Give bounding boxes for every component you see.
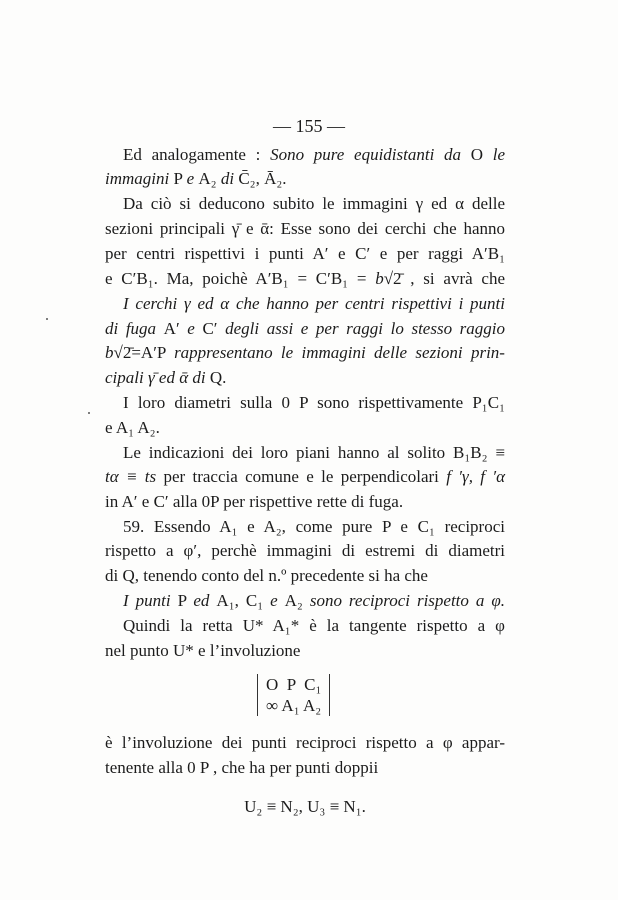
text-span: O [470, 145, 493, 164]
italic-text: e [186, 169, 199, 188]
italic-text: ed [193, 591, 217, 610]
italic-text: sono reciproci rispetto a φ. [309, 591, 506, 610]
text-line [105, 268, 505, 290]
text-line [105, 565, 505, 587]
italic-text: I punti [123, 591, 178, 610]
text-span: I loro diametri sulla 0 P sono rispettivamente P₁C₁ [123, 393, 505, 412]
italic-text: tα ≡ ts [105, 467, 157, 486]
text-span: sezioni principali γ̄ e ᾱ: Esse sono dei cerchi che hanno [105, 219, 505, 238]
text-line [105, 144, 505, 166]
text-span: rispetto a φ′, perchè immagini di estremi di diametri [105, 541, 505, 560]
text-span: P [173, 169, 187, 188]
italic-text: le [492, 145, 505, 164]
text-span: C′ [202, 319, 226, 338]
italic-text: di fuga [105, 319, 164, 338]
text-line [105, 757, 505, 779]
text-span: Da ciò si deducono subito le immagini γ ed α delle [123, 194, 505, 213]
text-span: 59. Essendo A₁ e A₂, come pure P e C₁ reciproci [123, 517, 505, 536]
text-line [105, 442, 505, 464]
text-line [105, 466, 505, 488]
text-span: √2̄ , si avrà che [383, 269, 506, 288]
text-line [105, 417, 505, 439]
text-line [105, 640, 505, 662]
text-span: e A₁ A₂. [105, 418, 160, 437]
text-span: Quindi la retta U* A₁* è la tangente rispetto a φ [123, 616, 505, 635]
text-line [105, 367, 505, 389]
text-span: Ed analogamente : [123, 145, 271, 164]
italic-text: b [105, 343, 114, 362]
italic-text: immagini [105, 169, 174, 188]
text-line [105, 193, 505, 215]
text-span: Q. [209, 368, 227, 387]
involution-matrix [257, 674, 330, 716]
text-line [105, 540, 505, 562]
text-line [105, 243, 505, 265]
text-span: C̄₂, Ā₂. [238, 169, 287, 188]
text-span: U₂ ≡ N₂, U₃ ≡ N₁. [244, 797, 366, 816]
text-span: tenente alla 0 P , che ha per punti doppii [105, 758, 379, 777]
text-line [105, 392, 505, 414]
text-span: in A′ e C′ alla 0P per rispettive rette di fuga. [105, 492, 404, 511]
italic-text: Sono pure equidistanti da [270, 145, 471, 164]
italic-text: rappresentano le immagini delle sezioni prin- [174, 343, 505, 362]
matrix-row-2: ∞ A₁ A₂ [266, 696, 322, 715]
matrix-row-1: O P C₁ [266, 675, 322, 694]
italic-text: di [220, 169, 239, 188]
scan-speck [46, 318, 48, 320]
text-span: √2̄=A′P [113, 343, 175, 362]
italic-text: cipali γ̄ ed ᾱ di [105, 368, 210, 387]
text-line [105, 218, 505, 240]
text-span: per traccia comune e le perpendicolari [156, 467, 447, 486]
text-span: A₂ [198, 169, 221, 188]
text-span: P [177, 591, 194, 610]
text-line [105, 732, 505, 754]
text-span: di Q, tenendo conto del n.º precedente si ha che [105, 566, 428, 585]
text-span: A₁, C₁ [216, 591, 271, 610]
text-line [105, 342, 505, 364]
italic-text: f ′γ, f ′α [446, 467, 505, 486]
italic-text: I cerchi γ ed α che hanno per centri rispettivi i punti [123, 294, 505, 313]
text-line [105, 615, 505, 637]
text-line [105, 293, 505, 315]
text-span: nel punto U* e l’involuzione [105, 641, 301, 660]
text-line [105, 796, 505, 818]
text-span: Le indicazioni dei loro piani hanno al solito B₁B₂ ≡ [123, 443, 505, 462]
text-line [105, 168, 505, 190]
page-number: — 155 — [273, 116, 345, 136]
italic-text: degli assi e per raggi lo stesso raggio [225, 319, 506, 338]
italic-text: e [270, 591, 285, 610]
text-span: e C′B₁. Ma, poichè A′B₁ = C′B₁ = [105, 269, 376, 288]
scan-speck [88, 412, 90, 414]
text-line [105, 318, 505, 340]
text-line [105, 516, 505, 538]
text-span: è l’involuzione dei punti reciproci rispetto a φ appar- [105, 733, 505, 752]
italic-text: e [187, 319, 203, 338]
text-line [105, 590, 505, 612]
text-span: per centri rispettivi i punti A′ e C′ e per raggi A′B₁ [105, 244, 505, 263]
italic-text: b [375, 269, 384, 288]
text-span: A₂ [284, 591, 310, 610]
text-span: A′ [163, 319, 188, 338]
text-line [105, 491, 505, 513]
